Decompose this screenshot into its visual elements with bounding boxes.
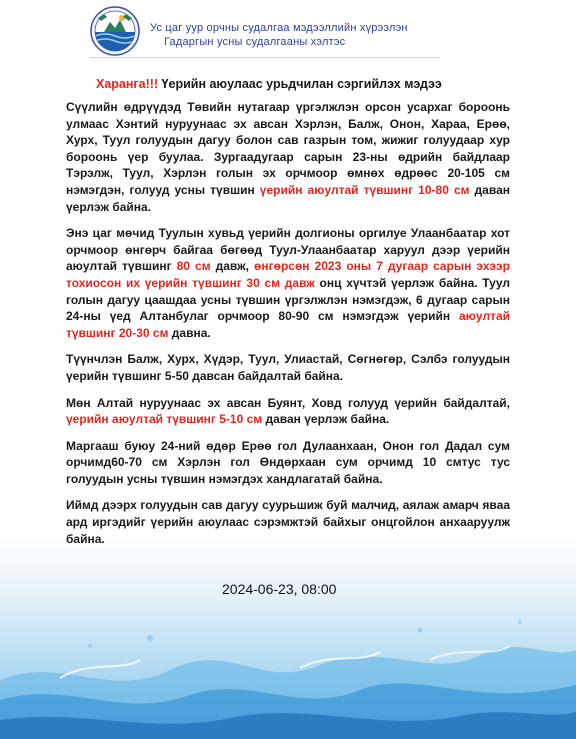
paragraph-4-text-end: даван үерлэж байна. <box>262 412 390 427</box>
org-name-line2: Гадаргын усны судалгааны хэлтэс <box>164 36 346 48</box>
title-text: Үерийн аюулаас урьдчилан сэргийлэх мэдээ <box>158 77 442 91</box>
paragraph-1-text: Сүүлийн өдрүүдэд Төвийн нутагаар үргэлжлэн орсон усархаг бороонь улмаас Хэнтий нуруунаас эх авсан Хэрлэн, Балж, Онон, Хараа, Ерөө, Хурх, Туул голуудын дагуу болон сав газрын том, жижиг голуудаар хур бороонь үер буулаа. Зургаадугаар сарын 23-ны өдрийн байдлаар Тэрэлж, Туул, Хэрлэн голын эх орчмоор өмнөх өдрөөс 20-105 см нэмэгдэн, голууд усны түвшин <box>66 100 510 197</box>
paragraph-2-text-c: онц хүчтэй үерлэж байна. Туул голын дагуу цаашдаа усны түвшин үргэлжлэн нэмэгдэж, 6 дугаар сарын 24-ны үед Алтанбулаг орчмоор 80-90 см нэмэгдэж үерийн <box>66 275 510 324</box>
header-divider <box>90 57 440 58</box>
bulletin-title <box>96 77 496 91</box>
paragraph-2-text: Энэ цаг мөчид Туулын хувьд үерийн долгионы оргилуе Улаанбаатар хот орчмоор өнгөрч байгаа бөгөөд Туул-Улаанбаатар харуул дээр үерийн аюултай түвшинг <box>66 226 510 274</box>
paragraph-5: Маргааш буюу 24-ний өдөр Ерөө гол Дулаанхаан, Онон гол Дадал сум орчимд60-70 см Хэрлэн гол Өндөрхаан сум орчимд 10 смтус тус голуудын усны түвшин нэмэгдэх хандлагатай байна. <box>66 438 510 486</box>
paragraph-2-highlight-2: өнгөрсөн 2023 оны 7 дугаар сарын эхээр тохиосон их үерийн түвшинг 30 см давж <box>66 259 510 290</box>
paragraph-1-text-end: даван үерлэж байна. <box>66 182 510 214</box>
warning-label: Хаpанга!!! <box>96 77 159 91</box>
paragraph-4-highlight: үерийн аюултай түвшинг 5-10 см <box>66 412 263 427</box>
paragraph-4-text: Мөн Алтай нуруунаас эх авсан Буянт, Ховд голууд үерийн байдалтай, <box>66 395 510 410</box>
paragraph-2-text-end: давна. <box>168 325 211 340</box>
paragraph-1-highlight: үерийн аюултай түвшинг 10-80 см <box>259 182 470 197</box>
paragraph-2-highlight-1: 80 см <box>176 259 211 274</box>
paragraph-2 <box>66 225 510 341</box>
bulletin-body <box>66 99 510 557</box>
paragraph-4 <box>66 395 510 428</box>
paragraph-3: Түүнчлэн Балж, Хурх, Хүдэр, Туул, Улиастай, Сөгнөгөр, Сэлбэ голуудын үерийн түвшинг 5-50 давсан байдалтай байна. <box>66 352 510 383</box>
paragraph-1 <box>66 99 510 215</box>
paragraph-6: Иймд дээрх голуудын сав дагуу суурьшиж буй малчид, аялаж амарч яваа ард иргэдийг үерийн аюулаас сэрэмжтэй байхыг онцгойлон анхааруулж байна. <box>66 498 510 546</box>
institute-emblem-icon <box>90 6 140 56</box>
issue-date: 2024-06-23, 08:00 <box>222 581 337 597</box>
paragraph-2-text-b: давж, <box>210 259 255 274</box>
org-name-line1: Ус цаг уур орчны судалгаа мэдээллийн хүрээлэн <box>150 22 408 34</box>
header <box>0 0 576 62</box>
paragraph-2-highlight-3: аюултай түвшинг 20-30 см <box>66 309 510 340</box>
